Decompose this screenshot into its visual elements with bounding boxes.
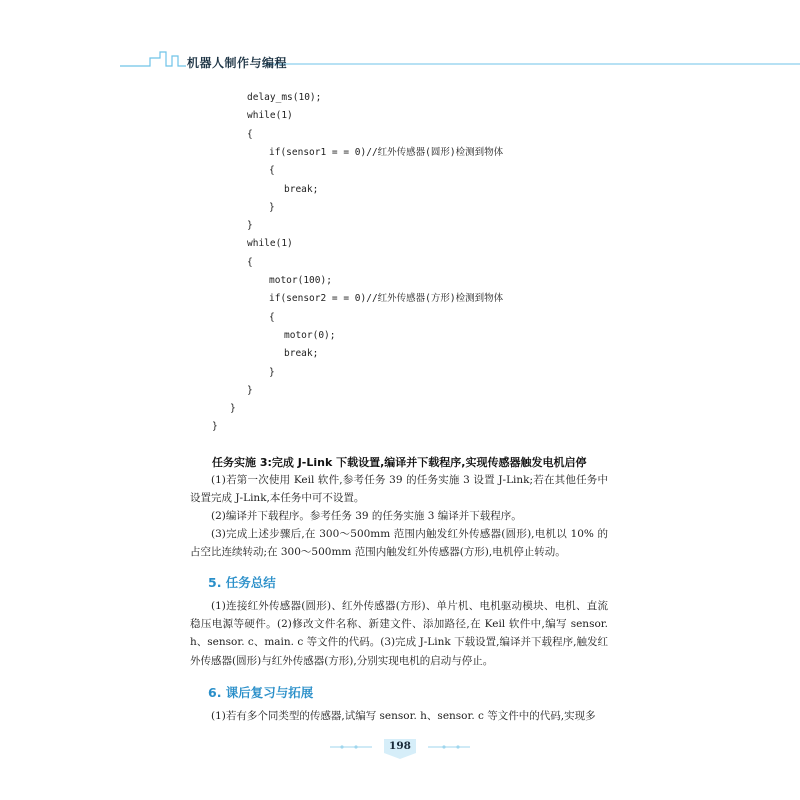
code-line: } [269,201,275,213]
task3-paragraph-1: (1)若第一次使用 Keil 软件,参考任务 39 的任务实施 3 设置 J-Link;若在其他任务中设置完成 J-Link,本任务中可不设置。 [190,474,608,505]
code-line: } [230,403,236,415]
section-title-review: 6. 课后复习与拓展 [208,685,314,700]
task3-paragraph-2: (2)编译并下载程序。参考任务 39 的任务实施 3 编译并下载程序。 [211,510,522,522]
code-line: while(1) [247,110,293,122]
code-line: motor(100); [269,275,332,286]
code-line: motor(0); [284,329,336,341]
code-line: delay_ms(10); [247,92,322,103]
code-line: { [269,165,275,177]
code-line: if(sensor1 = = 0)//红外传感器(圆形)检测到物体 [269,146,504,158]
task-heading: 任务实施 3:完成 J-Link 下载设置,编译并下载程序,实现传感器触发电机启停 [212,456,587,469]
book-title: 机器人制作与编程 [187,56,288,70]
code-line: { [247,256,253,268]
review-paragraph: (1)若有多个同类型的传感器,试编写 sensor. h、sensor. c 等文件中的代码,实现多 [211,710,596,722]
code-line: { [247,128,253,140]
page-header [0,0,800,80]
task3-paragraph-3: (3)完成上述步骤后,在 300～500mm 范围内触发红外传感器(圆形),电机以 10% 的占空比连续转动;在 300～500mm 范围内触发红外传感器(方形),电机停止转动。 [190,528,608,559]
code-line: break; [284,183,319,195]
code-line: while(1) [247,238,293,250]
code-line: break; [284,348,319,360]
code-line: if(sensor2 = = 0)//红外传感器(方形)检测到物体 [269,293,504,305]
header-decoration [0,0,800,80]
code-line: { [269,311,275,323]
page-number: 198 [389,740,411,752]
summary-paragraph: (1)连接红外传感器(圆形)、红外传感器(方形)、单片机、电机驱动模块、电机、直流稳压电源等硬件。(2)修改文件名称、新建文件、添加路径,在 Keil 软件中,编写 sensor. h、sensor. c、main. c 等文件的代码。(3)完成 J-Link 下载设置,编译并下载程序,触发红外传感器(圆形)与红外传感器(方形),分别实现电机的启动与停止。 [190,600,608,667]
code-line: } [247,220,253,232]
code-line: } [212,421,218,433]
code-line: } [247,384,253,396]
code-line: } [269,366,275,378]
section-title-summary: 5. 任务总结 [208,575,276,590]
